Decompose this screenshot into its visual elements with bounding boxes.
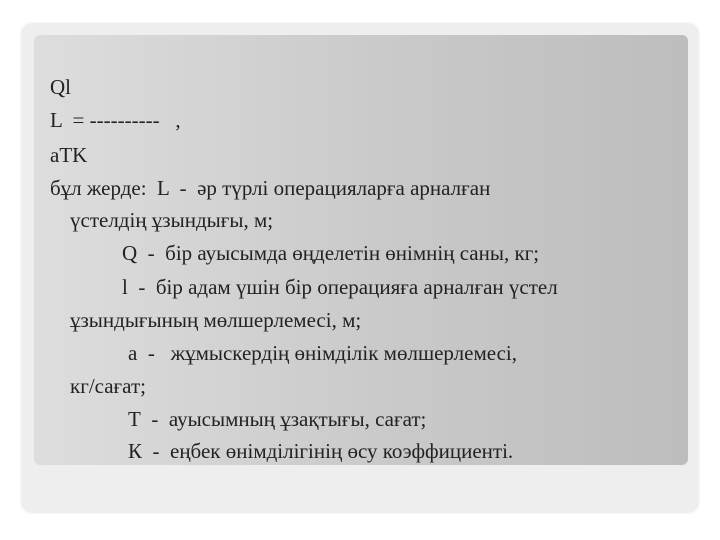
- definition-line: Q - бір ауысымда өңделетін өнімнің саны, кг;: [122, 241, 540, 265]
- definition-line: үстелдің ұзындығы, м;: [70, 208, 274, 232]
- formula-equation: L = ---------- ,: [50, 108, 181, 132]
- definition-line: а - жұмыскердің өнімділік мөлшерлемесі,: [128, 341, 517, 365]
- formula-denominator: aTK: [50, 143, 88, 167]
- definition-line: Т - ауысымның ұзақтығы, сағат;: [128, 407, 427, 431]
- definition-line: бұл жерде: L - әр түрлі операцияларға арналған: [50, 176, 491, 200]
- definition-line: кг/сағат;: [70, 374, 146, 398]
- definition-line: l - бір адам үшін бір операцияға арналған үстел: [122, 275, 558, 299]
- formula-numerator: Ql: [50, 75, 71, 99]
- definition-line: ұзындығының мөлшерлемесі, м;: [70, 308, 362, 332]
- definition-line: К - еңбек өнімділігінің өсу коэффициенті.: [128, 439, 514, 463]
